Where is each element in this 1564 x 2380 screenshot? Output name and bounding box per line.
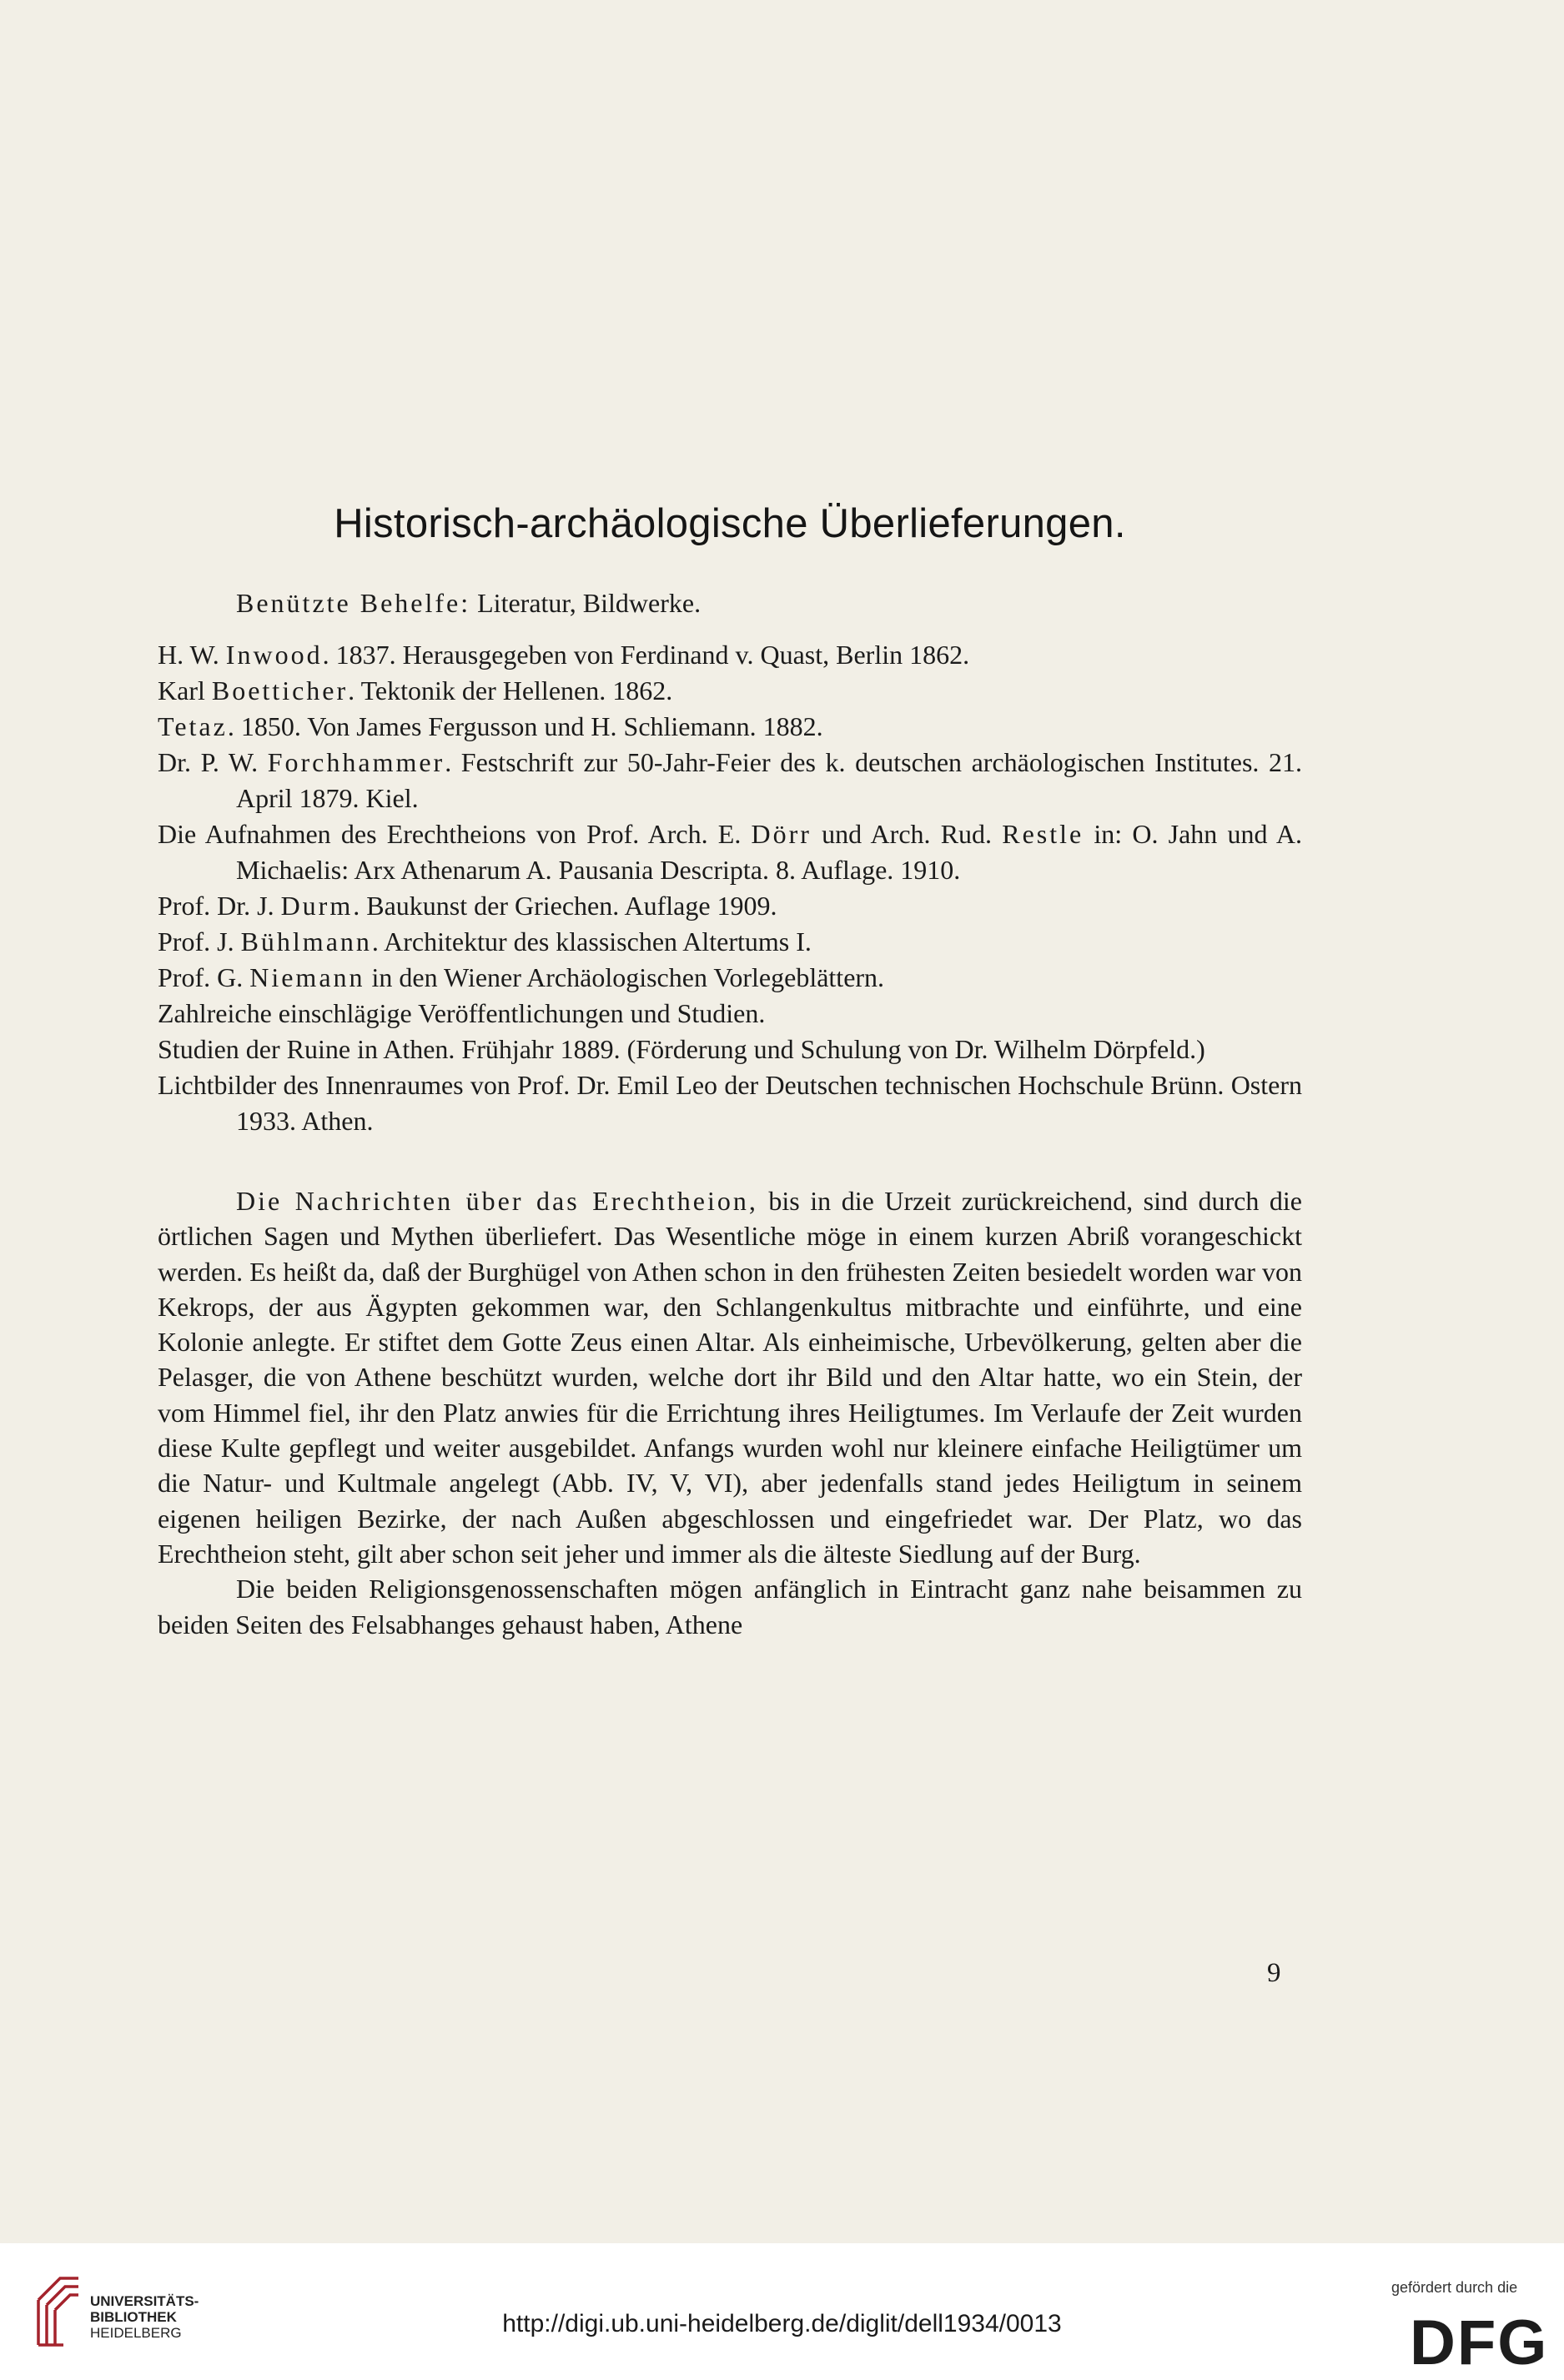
reference-author: Bühlmann <box>240 926 372 957</box>
reference-author: Tetaz <box>158 711 228 741</box>
funding-caption: gefördert durch die <box>1391 2279 1518 2296</box>
reference-text: Studien der Ruine in Athen. Frühjahr 1889. (Förderung und Schulung von Dr. Wilhelm Dörpfeld.) <box>158 1034 1205 1064</box>
reference-item <box>158 745 1302 816</box>
reference-text: . Architektur des klassischen Altertums I. <box>371 926 812 957</box>
body-text <box>158 1183 1302 1642</box>
reference-text: Lichtbilder des Innenraumes von Prof. Dr. Emil Leo der Deutschen technischen Hochschule Brünn. Ostern 1933. Athen. <box>158 1070 1302 1136</box>
library-name-line: BIBLIOTHEK <box>90 2309 177 2325</box>
reference-item <box>158 1067 1302 1139</box>
reference-item <box>158 960 1302 996</box>
reference-list <box>158 637 1302 1139</box>
library-name-line: UNIVERSITÄTS- <box>90 2293 199 2309</box>
reference-text: in den Wiener Archäologischen Vorlegeblättern. <box>365 962 885 992</box>
reference-text: . 1837. Herausgegeben von Ferdinand v. Quast, Berlin 1862. <box>322 640 970 670</box>
reference-text: . 1850. Von James Fergusson und H. Schliemann. 1882. <box>227 711 823 741</box>
reference-text <box>992 819 1002 849</box>
reference-text: Prof. J. <box>158 926 241 957</box>
reference-text: . Festschrift zur 50-Jahr-Feier des k. deutschen archäologischen Institutes. 21. April 1879. Kiel. <box>236 747 1303 813</box>
library-name-line: HEIDELBERG <box>90 2325 182 2341</box>
sources-heading <box>236 587 1302 619</box>
paragraph: Die beiden Religionsgenossenschaften mögen anfänglich in Eintracht ganz nahe beisammen zu beiden Seiten des Felsabhanges gehaust haben, Athene <box>158 1574 1302 1639</box>
reference-text: . Baukunst der Griechen. Auflage 1909. <box>353 891 777 921</box>
reference-item <box>158 637 1302 673</box>
reference-text: Prof. Dr. J. <box>158 891 281 921</box>
reference-item <box>158 888 1302 924</box>
reference-text: Zahlreiche einschlägige Veröffentlichungen und Studien. <box>158 998 766 1028</box>
page-title: Historisch-archäologische Überlieferungen. <box>334 501 1126 546</box>
page-number: 9 <box>1267 1958 1281 1988</box>
sources-heading-label: Benützte Behelfe: <box>236 588 471 618</box>
paragraph-text: bis in die Urzeit zurückreichend, sind durch die örtlichen Sagen und Mythen überliefert. Das Wesentliche möge in einem kurzen Abriß vorangeschickt werden. Es heißt da, daß der Burghügel von Athen schon in den frühesten Zeiten besiedelt worden war von Kekrops, der aus Ägypten gekommen war, den Schlangenkultus mitbrachte und einführte, und eine Kolonie anlegte. Er stiftet dem Gotte Zeus einen Altar. Als einheimische, Urbevölkerung, gelten aber die Pelasger, die von Athene beschützt wurden, welche dort ihr Bild und den Altar hatte, wo ein Stein, der vom Himmel fiel, ihr den Platz anwies für die Errichtung ihres Heiligtumes. Im Verlaufe der Zeit wurden diese Kulte gepflegt und weiter ausgebildet. Anfangs wurden wohl nur kleinere einfache Heiligtümer um die Natur- und Kultmale angelegt (Abb. IV, V, VI), aber jedenfalls stand jedes Heiligtum in seinem eigenen heiligen Bezirke, der nach Außen abgeschlossen und eingefriedet war. Der Platz, wo das Erechtheion steht, gilt aber schon seit jeher und immer als die älteste Siedlung auf der Burg. <box>158 1186 1303 1569</box>
reference-text: Prof. G. <box>158 962 250 992</box>
paragraph-lead: Die Nachrichten über das Erechtheion, <box>236 1186 758 1216</box>
source-url-link[interactable]: http://digi.ub.uni-heidelberg.de/diglit/dell1934/0013 <box>502 2310 1062 2337</box>
reference-item <box>158 924 1302 960</box>
reference-text: . Tektonik der Hellenen. 1862. <box>348 675 673 705</box>
reference-text: in: O. Jahn und A. Michaelis: Arx Athenarum A. Pausania Descripta. 8. Auflage. 1910. <box>236 819 1303 885</box>
reference-author: Forchhammer <box>267 747 445 777</box>
reference-text: Die Aufnahmen des Erechtheions von Prof. Arch. E. <box>158 819 752 849</box>
reference-author: Niemann <box>249 962 365 992</box>
reference-item <box>158 1032 1302 1067</box>
dfg-logo: DFG <box>1410 2307 1549 2378</box>
reference-item <box>158 673 1302 709</box>
reference-item <box>158 816 1302 888</box>
reference-author: Restle <box>1002 819 1084 849</box>
reference-author: Dörr <box>751 819 812 849</box>
reference-author: Inwood <box>225 640 323 670</box>
reference-text: Dr. P. W. <box>158 747 268 777</box>
reference-text: und Arch. Rud. <box>811 819 993 849</box>
page-content <box>158 500 1302 1642</box>
sources-heading-rest: Literatur, Bildwerke. <box>470 588 702 618</box>
reference-item <box>158 709 1302 745</box>
paragraph <box>158 1183 1302 1571</box>
reference-author: Durm <box>280 891 354 921</box>
reference-author: Boetticher <box>211 675 349 705</box>
reference-item <box>158 996 1302 1032</box>
reference-text: Karl <box>158 675 212 705</box>
reference-text: H. W. <box>158 640 226 670</box>
